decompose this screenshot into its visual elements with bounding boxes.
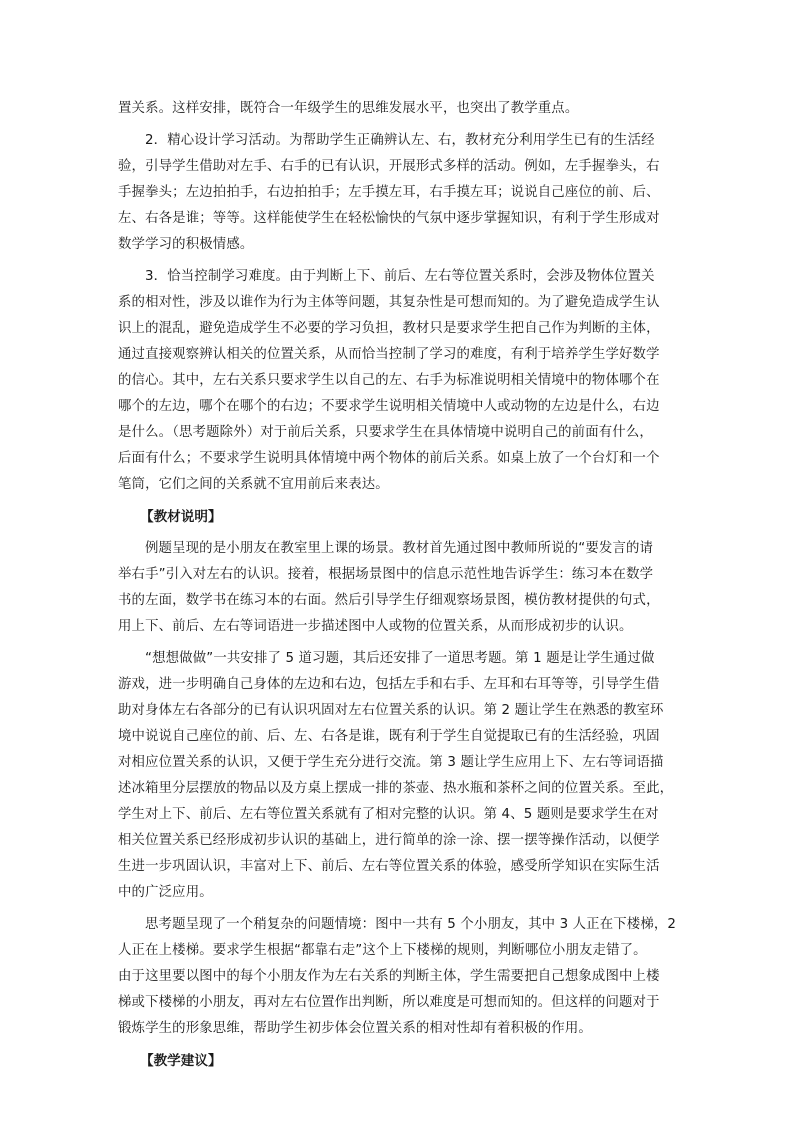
text-line: “想想做做”一共安排了 5 道习题，其后还安排了一道思考题。第 1 题是让学生通过做 xyxy=(145,651,655,666)
text-line: 手握拳头；左边拍拍手，右边拍拍手；左手摸左耳，右手摸左耳；说说自己座位的前、后、 xyxy=(118,185,660,200)
text-line: 助对身体左右各部分的已有认识巩固对左右位置关系的认识。第 2 题让学生在熟悉的教室环 xyxy=(118,703,664,718)
paragraph xyxy=(118,128,678,258)
text-line: 梯或下楼梯的小朋友，再对左右位置作出判断，所以难度是可想而知的。但这样的问题对于 xyxy=(118,995,660,1010)
paragraph xyxy=(118,912,678,1042)
paragraph xyxy=(118,646,678,906)
text-line: 相关位置关系已经形成初步认识的基础上，进行简单的涂一涂、摆一摆等操作活动，以便学 xyxy=(118,833,660,848)
text-line: 举右手”引入对左右的认识。接着，根据场景图中的信息示范性地告诉学生：练习本在数学 xyxy=(118,567,654,582)
text-line: 学生对上下、前后、左右等位置关系就有了相对完整的认识。第 4、5 题则是要求学生在对 xyxy=(118,807,659,822)
text-line: 书的左面，数学书在练习本的右面。然后引导学生仔细观察场景图，模仿教材提供的句式， xyxy=(118,593,660,608)
text-line: 通过直接观察辨认相关的位置关系，从而恰当控制了学习的难度，有利于培养学生学好数学 xyxy=(118,347,660,362)
text-line: 锻炼学生的形象思维，帮助学生初步体会位置关系的相对性却有着积极的作用。 xyxy=(118,1021,592,1036)
text-line: 用上下、前后、左右等词语进一步描述图中人或物的位置关系，从而形成初步的认识。 xyxy=(118,619,633,634)
paragraph xyxy=(118,96,678,122)
text-line: 思考题呈现了一个稍复杂的问题情境：图中一共有 5 个小朋友，其中 3 人正在下楼梯，2 xyxy=(145,917,677,932)
text-line: 验，引导学生借助对左手、右手的已有认识，开展形式多样的活动。例如，左手握拳头，右 xyxy=(118,159,660,174)
text-line: 游戏，进一步明确自己身体的左边和右边，包括左手和右手、左耳和右耳等等，引导学生借 xyxy=(118,677,660,692)
text-line: 系的相对性，涉及以谁作为行为主体等问题，其复杂性是可想而知的。为了避免造成学生认 xyxy=(118,295,660,310)
paragraph xyxy=(118,264,678,498)
text-line: 人正在上楼梯。要求学生根据“都靠右走”这个上下楼梯的规则，判断哪位小朋友走错了。 xyxy=(118,943,647,958)
text-line: 哪个的左边，哪个在哪个的右边；不要求学生说明相关情境中人或动物的左边是什么，右边 xyxy=(118,399,660,414)
text-line: 述冰箱里分层摆放的物品以及方桌上摆成一排的茶壶、热水瓶和茶杯之间的位置关系。至此， xyxy=(118,781,674,796)
text-line: 数学学习的积极情感。 xyxy=(118,237,254,252)
text-line: 对相应位置关系的认识，又便于学生充分进行交流。第 3 题让学生应用上下、左右等词语描 xyxy=(118,755,664,770)
text-line: 置关系。这样安排，既符合一年级学生的思维发展水平，也突出了教学重点。 xyxy=(118,101,579,116)
text-line: 后面有什么；不要求学生说明具体情境中两个物体的前后关系。如桌上放了一个台灯和一个 xyxy=(118,451,660,466)
text-line: 2．精心设计学习活动。为帮助学生正确辨认左、右，教材充分利用学生已有的生活经 xyxy=(145,133,655,148)
text-line: 的信心。其中，左右关系只要求学生以自己的左、右手为标准说明相关情境中的物体哪个在 xyxy=(118,373,660,388)
text-line: 是什么。（思考题除外）对于前后关系，只要求学生在具体情境中说明自己的前面有什么， xyxy=(118,425,653,440)
text-line: 笔筒，它们之间的关系就不宜用前后来表达。 xyxy=(118,477,389,492)
section-heading: 【教材说明】 xyxy=(140,509,222,525)
text-line: 识上的混乱，避免造成学生不必要的学习负担，教材只是要求学生把自己作为判断的主体， xyxy=(118,321,660,336)
text-line: 3．恰当控制学习难度。由于判断上下、前后、左右等位置关系时，会涉及物体位置关 xyxy=(145,269,655,284)
section-heading: 【教学建议】 xyxy=(140,1053,222,1069)
text-line: 生进一步巩固认识，丰富对上下、前后、左右等位置关系的体验，感受所学知识在实际生活 xyxy=(118,859,660,874)
document-page xyxy=(118,96,678,1080)
text-line: 境中说说自己座位的前、后、左、右各是谁，既有利于学生自觉提取已有的生活经验，巩固 xyxy=(118,729,660,744)
paragraph xyxy=(118,536,678,640)
text-line: 左、右各是谁；等等。这样能使学生在轻松愉快的气氛中逐步掌握知识，有利于学生形成对 xyxy=(118,211,660,226)
text-line: 中的广泛应用。 xyxy=(118,885,213,900)
text-line: 由于这里要以图中的每个小朋友作为左右关系的判断主体，学生需要把自己想象成图中上楼 xyxy=(118,969,660,984)
text-line: 例题呈现的是小朋友在教室里上课的场景。教材首先通过图中教师所说的“要发言的请 xyxy=(145,541,654,556)
